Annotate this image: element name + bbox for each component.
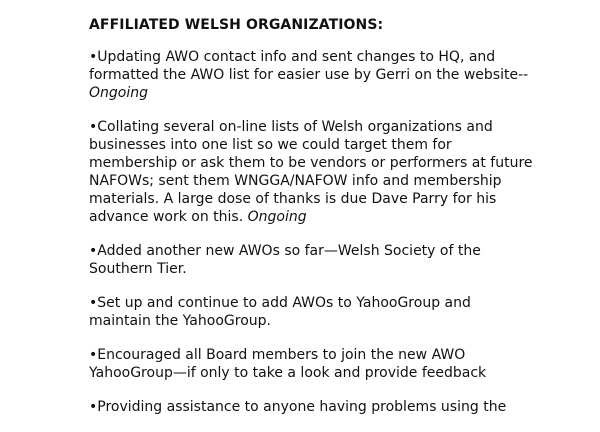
- item-line: membership or ask them to be vendors or performers at future: [89, 155, 533, 171]
- list-item: [89, 398, 589, 416]
- list-item: [89, 48, 589, 102]
- item-line: formatted the AWO list for easier use by Gerri on the website--: [89, 67, 529, 83]
- item-line: •Providing assistance to anyone having problems using the: [89, 399, 507, 415]
- item-line-text: advance work on this.: [89, 209, 248, 225]
- list-item: [89, 346, 589, 382]
- item-line: •Set up and continue to add AWOs to YahooGroup and: [89, 295, 471, 311]
- item-line: •Added another new AWOs so far—Welsh Society of the: [89, 243, 481, 259]
- list-item: [89, 294, 589, 330]
- status-ongoing: Ongoing: [89, 85, 148, 101]
- item-status-line: [89, 208, 589, 226]
- list-item: [89, 242, 589, 278]
- item-line: materials. A large dose of thanks is due Dave Parry for his: [89, 191, 497, 207]
- status-ongoing: Ongoing: [247, 209, 307, 225]
- item-line: Southern Tier.: [89, 261, 187, 277]
- item-line: businesses into one list so we could target them for: [89, 137, 452, 153]
- item-line: •Encouraged all Board members to join the new AWO: [89, 347, 466, 363]
- item-line: •Updating AWO contact info and sent changes to HQ, and: [89, 49, 496, 65]
- item-line: •Collating several on-line lists of Welsh organizations and: [89, 119, 493, 135]
- item-status-line: [89, 84, 589, 102]
- item-line: YahooGroup—if only to take a look and provide feedback: [89, 365, 487, 381]
- section-heading: AFFILIATED WELSH ORGANIZATIONS:: [89, 17, 384, 33]
- item-line: NAFOWs; sent them WNGGA/NAFOW info and membership: [89, 173, 502, 189]
- item-line: maintain the YahooGroup.: [89, 313, 271, 329]
- document-body: [89, 16, 589, 432]
- list-item: [89, 118, 589, 226]
